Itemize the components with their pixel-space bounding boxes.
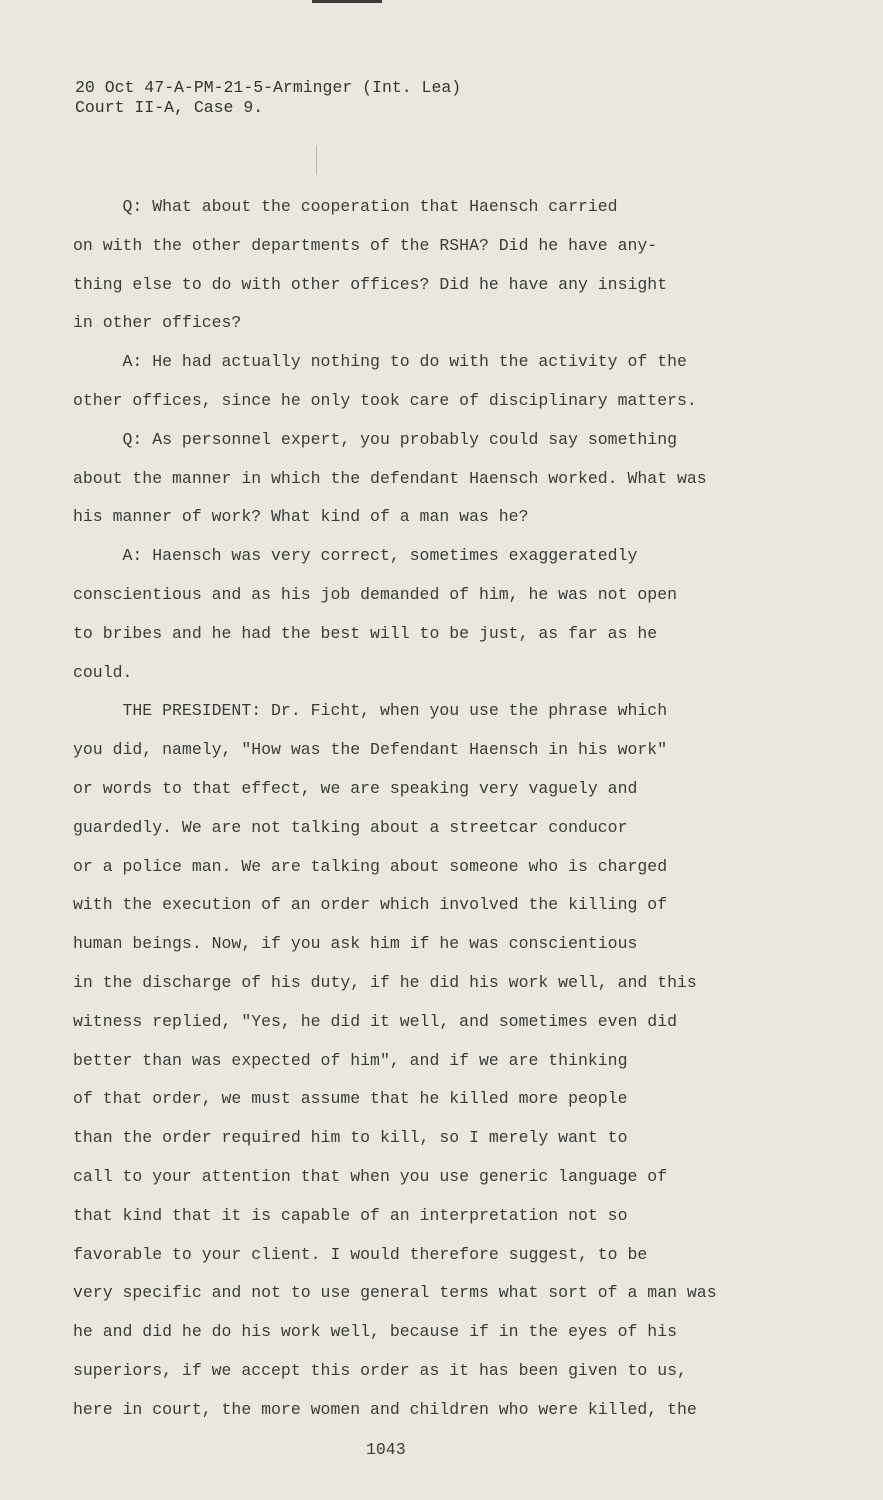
header-line-2: Court II-A, Case 9. (75, 98, 264, 117)
text-line: about the manner in which the defendant Haensch worked. What was (73, 468, 707, 488)
text-line: here in court, the more women and children who were killed, the (73, 1399, 697, 1419)
text-line: to bribes and he had the best will to be just, as far as he (73, 623, 658, 643)
text-line: better than was expected of him", and if we are thinking (73, 1050, 628, 1070)
text-line: THE PRESIDENT: Dr. Ficht, when you use the phrase which (73, 701, 668, 721)
text-line: or words to that effect, we are speaking very vaguely and (73, 779, 638, 798)
text-line: Q: As personnel expert, you probably could say something (73, 429, 677, 449)
text-line: witness replied, "Yes, he did it well, and sometimes even did (73, 1011, 677, 1031)
text-line: than the order required him to kill, so I merely want to (73, 1128, 628, 1148)
text-line: with the execution of an order which involved the killing of (73, 895, 668, 915)
text-line: on with the other departments of the RSHA? Did he have any- (73, 235, 658, 255)
text-line: superiors, if we accept this order as it has been given to us, (73, 1361, 687, 1380)
text-line: guardedly. We are not talking about a streetcar conducor (73, 817, 628, 837)
text-line: favorable to your client. I would therefore suggest, to be (73, 1244, 648, 1264)
text-line: human beings. Now, if you ask him if he was conscientious (73, 934, 638, 954)
text-line: or a police man. We are talking about someone who is charged (73, 856, 668, 876)
text-line: Q: What about the cooperation that Haensch carried (73, 197, 618, 216)
margin-mark (316, 145, 317, 175)
text-line: in other offices? (73, 313, 242, 333)
text-line: that kind that it is capable of an interpretation not so (73, 1205, 628, 1225)
text-line: A: He had actually nothing to do with the activity of the (73, 352, 687, 372)
text-line: other offices, since he only took care of disciplinary matters. (73, 391, 697, 410)
text-line: of that order, we must assume that he killed more people (73, 1089, 628, 1109)
text-line: call to your attention that when you use generic language of (73, 1167, 668, 1186)
text-line: in the discharge of his duty, if he did his work well, and this (73, 973, 697, 992)
text-line: thing else to do with other offices? Did he have any insight (73, 274, 668, 294)
text-line: could. (73, 662, 133, 682)
text-line: he and did he do his work well, because if in the eyes of his (73, 1322, 677, 1342)
text-line: A: Haensch was very correct, sometimes exaggeratedly (73, 546, 638, 566)
page-number: 1043 (366, 1440, 406, 1459)
text-line: conscientious and as his job demanded of him, he was not open (73, 585, 677, 604)
page-top-edge-mark (312, 0, 382, 3)
text-line: his manner of work? What kind of a man was he? (73, 507, 529, 527)
document-header (75, 78, 461, 118)
header-line-1: 20 Oct 47-A-PM-21-5-Arminger (Int. Lea) (75, 78, 462, 97)
text-line: you did, namely, "How was the Defendant Haensch in his work" (73, 740, 668, 760)
text-line: very specific and not to use general terms what sort of a man was (73, 1283, 717, 1303)
